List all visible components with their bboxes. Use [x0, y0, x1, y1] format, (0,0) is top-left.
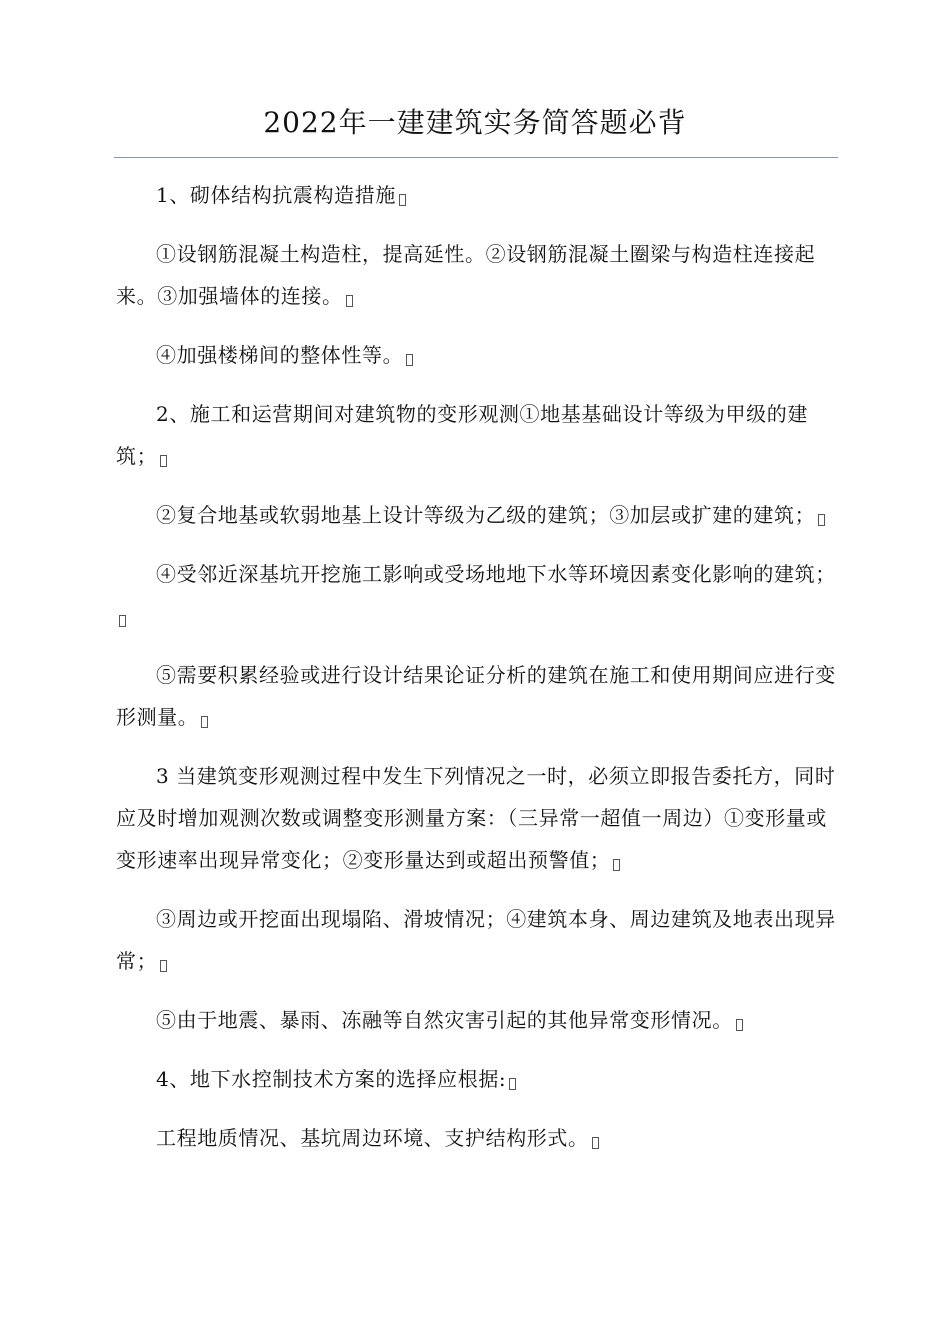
- paragraph-text: ④受邻近深基坑开挖施工影响或受场地地下水等环境因素变化影响的建筑；: [156, 562, 836, 586]
- paragraph: [116, 654, 842, 738]
- paragraph-mark-icon: [119, 615, 126, 627]
- document-title: 2022年一建建筑实务简答题必背: [263, 106, 687, 139]
- paragraph-mark-icon: [201, 716, 208, 728]
- paragraph-text: ⑤由于地震、暴雨、冻融等自然灾害引起的其他异常变形情况。: [156, 1008, 733, 1032]
- paragraph-mark-icon: [160, 960, 167, 972]
- paragraph: [116, 334, 842, 376]
- title-divider: [114, 157, 838, 158]
- paragraph: [116, 233, 842, 317]
- paragraph: [116, 898, 842, 982]
- paragraph-text: 4、地下水控制技术方案的选择应根据:: [156, 1067, 507, 1091]
- paragraph-text: 1、砌体结构抗震构造措施: [156, 183, 396, 207]
- paragraph: [116, 393, 842, 477]
- paragraph: [116, 999, 842, 1041]
- paragraph-text: ③周边或开挖面出现塌陷、滑坡情况；④建筑本身、周边建筑及地表出现异常；: [116, 907, 836, 973]
- paragraph: [116, 1058, 842, 1100]
- paragraph-mark-icon: [592, 1137, 599, 1149]
- paragraph-mark-icon: [399, 194, 406, 206]
- paragraph-text: ⑤需要积累经验或进行设计结果论证分析的建筑在施工和使用期间应进行变形测量。: [116, 663, 836, 729]
- paragraph-text: 3 当建筑变形观测过程中发生下列情况之一时，必须立即报告委托方，同时应及时增加观测次数或调整变形测量方案：（三异常一超值一周边）①变形量或变形速率出现异常变化；②变形量达到或超出预警值；: [116, 764, 836, 872]
- paragraph: [116, 755, 842, 881]
- paragraph-text: ②复合地基或软弱地基上设计等级为乙级的建筑；③加层或扩建的建筑；: [156, 503, 816, 527]
- paragraph: [116, 553, 842, 637]
- paragraph-text: 2、施工和运营期间对建筑物的变形观测①地基基础设计等级为甲级的建筑；: [116, 402, 808, 468]
- document-body: [116, 174, 842, 1159]
- paragraph-mark-icon: [736, 1019, 743, 1031]
- paragraph: [116, 494, 842, 536]
- paragraph-text: ④加强楼梯间的整体性等。: [156, 343, 404, 367]
- paragraph-mark-icon: [509, 1078, 516, 1090]
- paragraph-mark-icon: [613, 859, 620, 871]
- paragraph-mark-icon: [818, 514, 825, 526]
- paragraph-mark-icon: [406, 354, 413, 366]
- paragraph-mark-icon: [160, 455, 167, 467]
- paragraph-text: ①设钢筋混凝土构造柱，提高延性。②设钢筋混凝土圈梁与构造柱连接起来。③加强墙体的连接。: [116, 242, 816, 308]
- paragraph: [116, 1117, 842, 1159]
- paragraph-text: 工程地质情况、基坑周边环境、支护结构形式。: [156, 1126, 589, 1150]
- paragraph: [116, 174, 842, 216]
- paragraph-mark-icon: [346, 295, 353, 307]
